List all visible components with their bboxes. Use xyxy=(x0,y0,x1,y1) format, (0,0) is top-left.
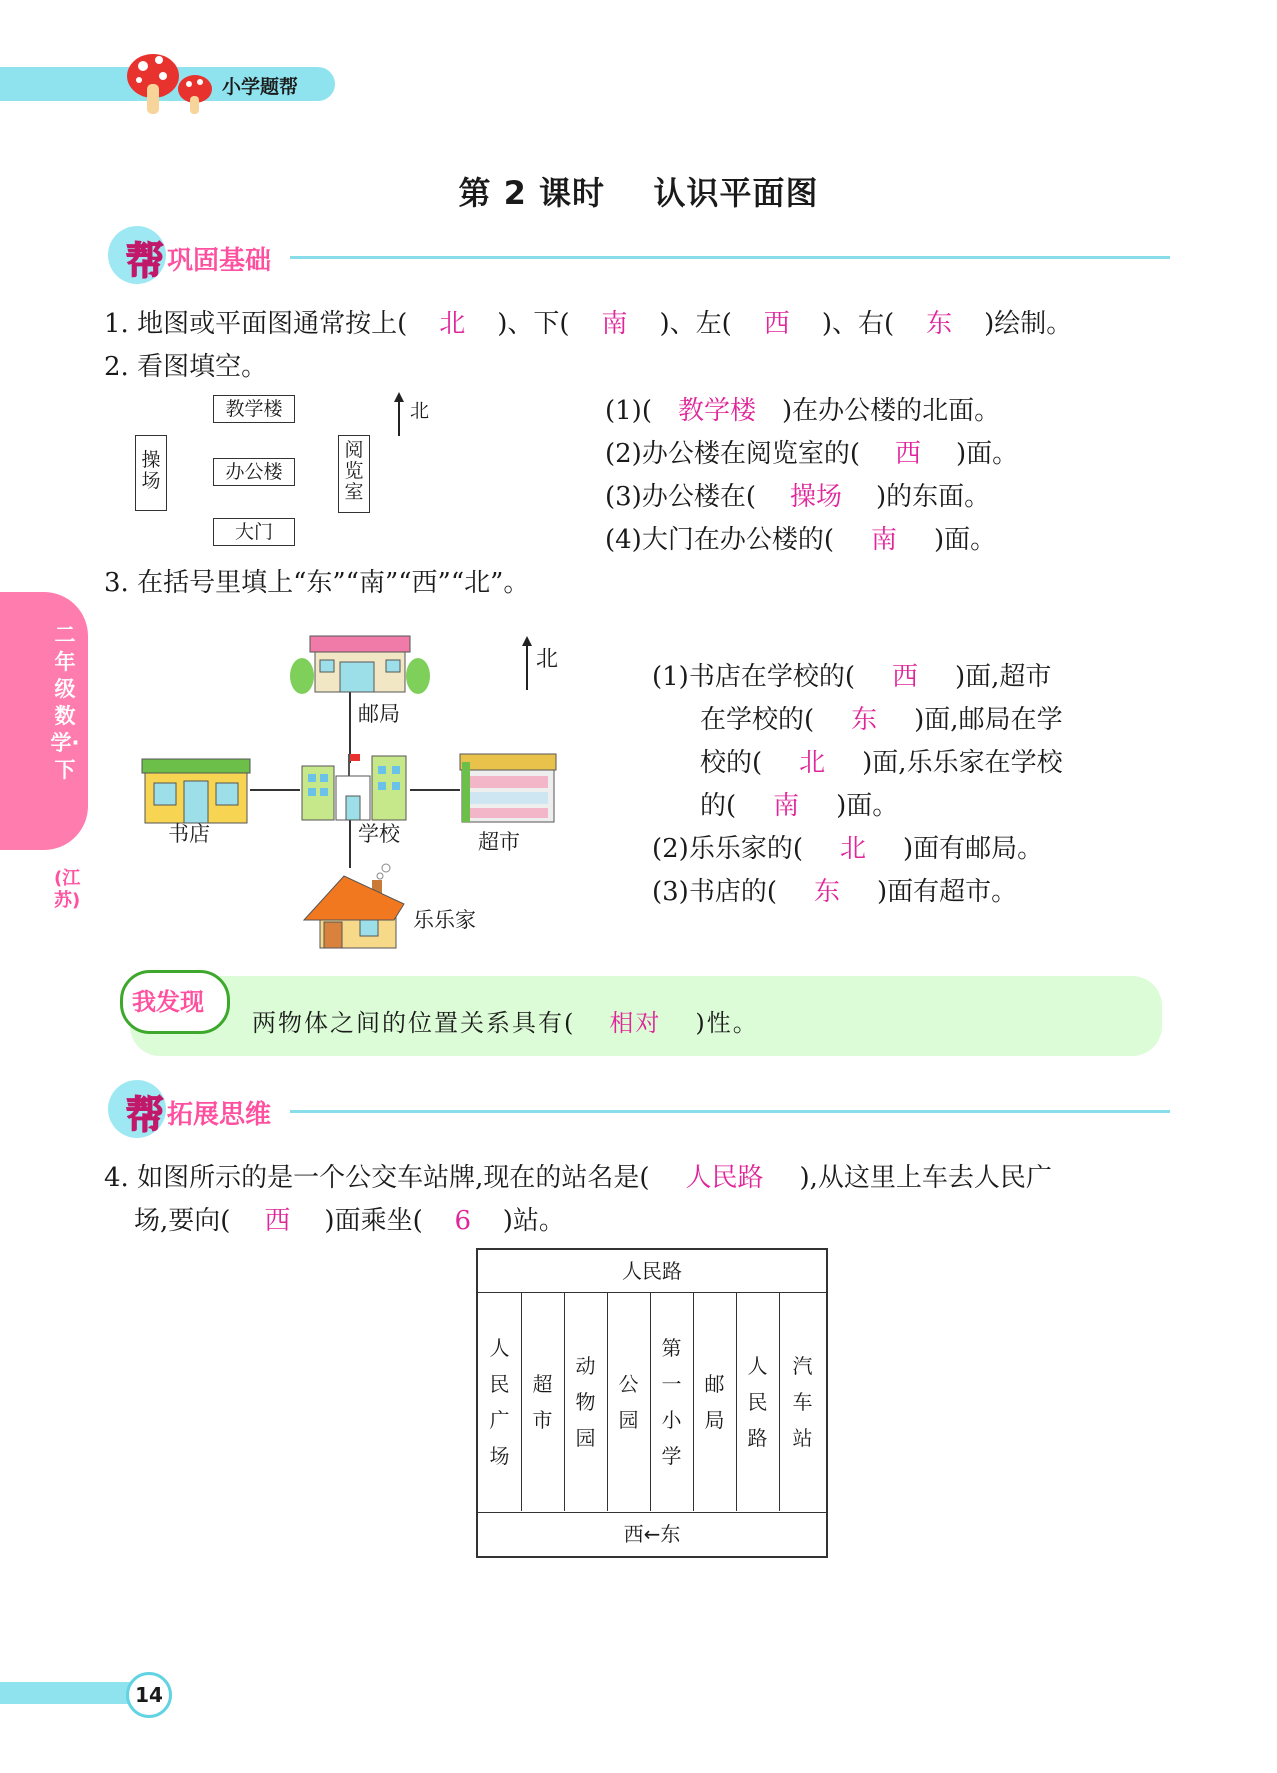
supermarket-icon xyxy=(458,752,558,824)
sign-stop: 超市 xyxy=(521,1293,565,1511)
answer-station: 人民路 xyxy=(685,1163,764,1193)
map-gate: 大门 xyxy=(213,518,295,546)
section-title-basic: 巩固基础 xyxy=(167,246,272,276)
map-office-building: 办公楼 xyxy=(213,458,295,486)
q3-item-1-line4: 的( 南 )面。 xyxy=(700,791,899,821)
school-icon xyxy=(300,752,410,822)
sign-stop: 人民广场 xyxy=(478,1293,522,1511)
map-teaching-building: 教学楼 xyxy=(213,395,295,423)
section-bang: 帮 xyxy=(126,239,165,283)
answer-west: 西 xyxy=(264,1206,291,1236)
post-office-icon xyxy=(290,628,430,694)
north-label: 北 xyxy=(410,400,430,422)
q3-item-3: (3)书店的( 东 )面有超市。 xyxy=(652,877,1018,907)
q2-item-4: (4)大门在办公楼的( 南 )面。 xyxy=(605,525,997,555)
label-bookstore: 书店 xyxy=(168,822,210,846)
q2-item-1: (1)( 教学楼 )在办公楼的北面。 xyxy=(605,396,1001,426)
map-playground: 操场 xyxy=(135,435,167,511)
north-arrow-icon xyxy=(520,636,534,690)
answer-teaching: 教学楼 xyxy=(677,396,756,426)
answer-stops: 6 xyxy=(454,1206,471,1236)
answer-north: 北 xyxy=(839,834,866,864)
series-title: 小学题帮 xyxy=(222,76,299,98)
sign-current-station: 人民路 xyxy=(478,1250,826,1293)
bus-stop-sign xyxy=(476,1248,828,1558)
question-2-title: 2. 看图填空。 xyxy=(104,352,268,382)
side-tab-region: (江苏) xyxy=(54,868,81,911)
answer-north: 北 xyxy=(799,748,826,778)
sign-direction: 西←东 xyxy=(478,1512,826,1555)
footer-band xyxy=(0,1682,140,1704)
lesson-title: 第 2 课时 认识平面图 xyxy=(458,174,819,212)
sign-stop: 第一小学 xyxy=(650,1293,694,1511)
answer-playground: 操场 xyxy=(789,482,842,512)
answer-relative: 相对 xyxy=(609,1009,662,1037)
q2-item-2: (2)办公楼在阅览室的( 西 )面。 xyxy=(605,439,1019,469)
question-1: 1. 地图或平面图通常按上( 北 )、下( 南 )、左( 西 )、右( 东 )绘制。 xyxy=(104,309,1073,339)
answer-south: 南 xyxy=(601,309,628,339)
section-title-extend: 拓展思维 xyxy=(167,1100,272,1130)
q3-item-1-line2: 在学校的( 东 )面,邮局在学 xyxy=(700,705,1063,735)
question-4-line1: 4. 如图所示的是一个公交车站牌,现在的站名是( 人民路 ),从这里上车去人民广 xyxy=(104,1163,1052,1193)
q3-item-2: (2)乐乐家的( 北 )面有邮局。 xyxy=(652,834,1044,864)
answer-east: 东 xyxy=(851,705,878,735)
label-school: 学校 xyxy=(358,822,400,846)
answer-west: 西 xyxy=(891,662,918,692)
north-label: 北 xyxy=(536,647,559,672)
q3-item-1-line3: 校的( 北 )面,乐乐家在学校 xyxy=(700,748,1063,778)
question-3-title: 3. 在括号里填上“东”“南”“西”“北”。 xyxy=(104,568,530,598)
sign-stop: 邮局 xyxy=(693,1293,737,1511)
answer-south: 南 xyxy=(870,525,897,555)
q3-item-1-line1: (1)书店在学校的( 西 )面,超市 xyxy=(652,662,1052,692)
sign-stop: 汽车站 xyxy=(792,1354,813,1450)
answer-north: 北 xyxy=(439,309,466,339)
answer-east: 东 xyxy=(926,309,953,339)
question-4-line2: 场,要向( 西 )面乘坐( 6 )站。 xyxy=(134,1206,565,1236)
q2-item-3: (3)办公楼在( 操场 )的东面。 xyxy=(605,482,991,512)
map-reading-room: 阅览室 xyxy=(338,435,370,513)
house-icon xyxy=(300,862,406,952)
page-number: 14 xyxy=(126,1672,172,1718)
bookstore-icon xyxy=(140,755,252,825)
label-supermarket: 超市 xyxy=(478,830,520,854)
discovery-label: 我发现 xyxy=(132,988,204,1016)
sign-stop: 人民路 xyxy=(736,1293,780,1511)
sign-stop: 公园 xyxy=(607,1293,651,1511)
section-bang: 帮 xyxy=(126,1093,165,1137)
answer-south: 南 xyxy=(773,791,800,821)
label-home: 乐乐家 xyxy=(413,908,476,932)
answer-west: 西 xyxy=(763,309,790,339)
answer-west: 西 xyxy=(894,439,921,469)
label-post-office: 邮局 xyxy=(358,702,400,726)
section-divider xyxy=(290,1110,1170,1113)
sign-stop: 动物园 xyxy=(564,1293,608,1511)
side-tab-grade: 二年级数学·下 xyxy=(50,623,80,782)
discovery-text: 两物体之间的位置关系具有( 相对 )性。 xyxy=(252,1009,759,1037)
answer-east: 东 xyxy=(813,877,840,907)
